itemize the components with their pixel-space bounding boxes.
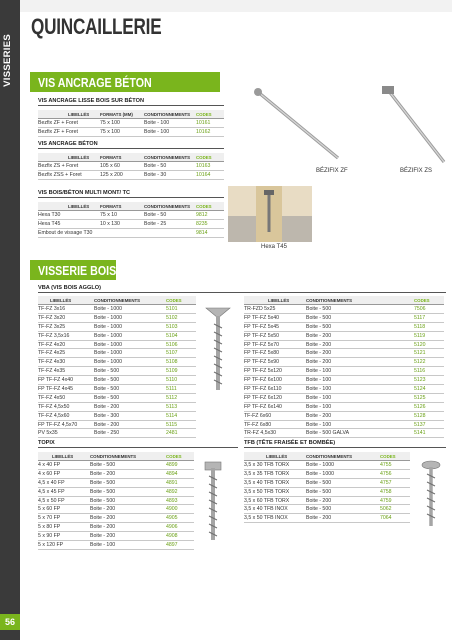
cell: 4755 bbox=[380, 461, 410, 470]
cell: Boite - 100 bbox=[90, 541, 166, 550]
cell: Boite - 100 bbox=[306, 420, 380, 429]
table-row bbox=[38, 211, 224, 220]
table-row bbox=[244, 429, 444, 438]
cell: 4758 bbox=[380, 487, 410, 496]
cell: TF-FZ 4x25 bbox=[38, 349, 94, 358]
cell: 4891 bbox=[166, 478, 194, 487]
cell: 4900 bbox=[166, 505, 194, 514]
table-row bbox=[244, 313, 444, 322]
table-row bbox=[38, 420, 196, 429]
cell: Boite - 100 bbox=[306, 393, 380, 402]
cell: Boite - 500 bbox=[94, 367, 166, 376]
cell-spacer bbox=[380, 376, 414, 385]
table-lisse bbox=[38, 110, 224, 137]
cell: Embout de vissage T30 bbox=[38, 228, 100, 237]
table-row bbox=[38, 358, 196, 367]
col-header: FORMATS (MM) bbox=[100, 110, 144, 119]
table-row bbox=[38, 411, 196, 420]
col-header: LIBELLÉS bbox=[38, 296, 94, 305]
table-row bbox=[38, 523, 194, 532]
cell: 5102 bbox=[166, 313, 196, 322]
cell: 5123 bbox=[414, 376, 444, 385]
cell: Boite - 1000 bbox=[94, 305, 166, 314]
cell: Boite - 1000 bbox=[94, 349, 166, 358]
table-row bbox=[38, 305, 196, 314]
subsection-title-montc: VIS BOIS/BÉTON MULTI MONT/ TC bbox=[38, 190, 224, 198]
col-header-spacer bbox=[380, 296, 414, 305]
cell: 5121 bbox=[414, 349, 444, 358]
table-row bbox=[244, 487, 410, 496]
cell: TF-FZ 3,5x16 bbox=[38, 331, 94, 340]
cell: Boite - 200 bbox=[90, 469, 166, 478]
cell: Boite - 500 bbox=[306, 313, 380, 322]
table-row bbox=[244, 478, 410, 487]
cell: 4905 bbox=[166, 514, 194, 523]
cell: FP TF-FZ 6x110 bbox=[244, 385, 306, 394]
cell: Boite - 30 bbox=[144, 170, 196, 179]
col-header: LIBELLÉS bbox=[244, 452, 306, 461]
cell: 75 x 100 bbox=[100, 119, 144, 128]
table-row bbox=[244, 349, 444, 358]
cell: Boite - 100 bbox=[306, 402, 380, 411]
cell: Boite - 300 bbox=[94, 411, 166, 420]
section-band-visserie bbox=[30, 260, 116, 280]
cell: 3,5 x 30 TFB TORX bbox=[244, 461, 306, 470]
page-number: 56 bbox=[0, 614, 20, 630]
topix-screw-image bbox=[201, 460, 225, 544]
cell: TF-FZ 6x60 bbox=[244, 411, 306, 420]
cell: 4893 bbox=[166, 496, 194, 505]
table-row bbox=[244, 305, 444, 314]
cell: TF-FZ 4,5x60 bbox=[38, 411, 94, 420]
cell: 2481 bbox=[166, 429, 196, 438]
cell: Boite - 500 bbox=[90, 478, 166, 487]
cell: Boite - 500 bbox=[306, 487, 380, 496]
cell: 5113 bbox=[166, 402, 196, 411]
cell: 5117 bbox=[414, 313, 444, 322]
cell: Bezfix ZSS + Foret bbox=[38, 170, 100, 179]
table-beton bbox=[38, 153, 224, 180]
cell: 5124 bbox=[414, 385, 444, 394]
bezfix-zs-screw bbox=[382, 86, 444, 162]
table-row bbox=[244, 402, 444, 411]
cell: 5118 bbox=[414, 322, 444, 331]
cell: TF-FZ 4x30 bbox=[38, 358, 94, 367]
cell: 3,5 x 35 TFB TORX bbox=[244, 469, 306, 478]
table-topix bbox=[38, 452, 194, 550]
table-row bbox=[38, 461, 194, 470]
col-header: CODES bbox=[380, 452, 410, 461]
cell: 3,5 x 40 TFB INOX bbox=[244, 505, 306, 514]
cell-spacer bbox=[380, 313, 414, 322]
cell: Hexa T30 bbox=[38, 211, 100, 220]
cell: 3,5 x 40 TFB TORX bbox=[244, 478, 306, 487]
cell: 75 x 100 bbox=[100, 127, 144, 136]
table-row bbox=[244, 340, 444, 349]
cell: Bezfix ZS + Foret bbox=[38, 162, 100, 171]
table-row bbox=[244, 376, 444, 385]
cell-spacer bbox=[380, 411, 414, 420]
table-row bbox=[244, 514, 410, 523]
col-header: CODES bbox=[196, 110, 224, 119]
table-row bbox=[38, 505, 194, 514]
table-row bbox=[38, 402, 196, 411]
cell: Boite - 200 bbox=[94, 420, 166, 429]
cell-spacer bbox=[380, 420, 414, 429]
cell: Boite - 1000 bbox=[94, 322, 166, 331]
col-header: CODES bbox=[196, 202, 224, 211]
table-row bbox=[244, 496, 410, 505]
cell: FP TF-FZ 5x90 bbox=[244, 358, 306, 367]
cell: 7064 bbox=[380, 514, 410, 523]
caption-bezfix-zf: BÉZIFIX ZF bbox=[316, 168, 348, 174]
cell: Boite - 200 bbox=[306, 340, 380, 349]
cell: Boite - 200 bbox=[306, 358, 380, 367]
table-row bbox=[38, 340, 196, 349]
cell: 75 x 10 bbox=[100, 211, 144, 220]
cell: Boite - 100 bbox=[144, 127, 196, 136]
cell: FP TF-FZ 5x45 bbox=[244, 322, 306, 331]
cell: TR-FZ 4,5x30 bbox=[244, 429, 306, 438]
cell-spacer bbox=[380, 340, 414, 349]
cell: FP TF-FZ 6x120 bbox=[244, 393, 306, 402]
cell: 5115 bbox=[166, 420, 196, 429]
table-row bbox=[38, 496, 194, 505]
table-row bbox=[244, 469, 410, 478]
cell: 10 x 130 bbox=[100, 219, 144, 228]
cell: PV 5x35 bbox=[38, 429, 94, 438]
cell: FP TF-FZ 5x40 bbox=[244, 313, 306, 322]
caption-hexa-t45: Hexa T45 bbox=[261, 244, 287, 250]
col-header: LIBELLÉS bbox=[38, 202, 100, 211]
cell: Boite - 1000 bbox=[94, 358, 166, 367]
cell-spacer bbox=[380, 322, 414, 331]
cell: 10163 bbox=[196, 162, 224, 171]
cell: 4894 bbox=[166, 469, 194, 478]
cell: 5114 bbox=[166, 411, 196, 420]
cell: Boite - 500 bbox=[90, 487, 166, 496]
cell: Boite - 500 bbox=[94, 393, 166, 402]
cell: 5122 bbox=[414, 358, 444, 367]
table-row bbox=[244, 367, 444, 376]
cell: 10162 bbox=[196, 127, 224, 136]
cell: TF-FZ 4x20 bbox=[38, 340, 94, 349]
cell: Boite - 200 bbox=[90, 514, 166, 523]
cell: 4908 bbox=[166, 532, 194, 541]
cell-spacer bbox=[380, 349, 414, 358]
table-tfb bbox=[244, 452, 410, 523]
cell: 4897 bbox=[166, 541, 194, 550]
table-row bbox=[38, 429, 196, 438]
col-header: CONDITIONNEMENTS bbox=[94, 296, 166, 305]
sidebar bbox=[0, 0, 20, 640]
cell: 3,5 x 60 TFB TORX bbox=[244, 496, 306, 505]
cell: Boite - 1000 bbox=[94, 331, 166, 340]
col-header: CONDITIONNEMENTS bbox=[90, 452, 166, 461]
cell: 4 x 40 FP bbox=[38, 461, 90, 470]
hexa-t45-image bbox=[228, 186, 312, 242]
table-row bbox=[38, 478, 194, 487]
cell: 5107 bbox=[166, 349, 196, 358]
cell: 5 x 70 FP bbox=[38, 514, 90, 523]
cell: 5111 bbox=[166, 385, 196, 394]
cell: FP TF-FZ 5x50 bbox=[244, 331, 306, 340]
table-row bbox=[38, 376, 196, 385]
table-row bbox=[244, 322, 444, 331]
col-header: LIBELLÉS bbox=[38, 153, 100, 162]
cell: TR-FZD 5x25 bbox=[244, 305, 306, 314]
cell: FP TF-FZ 6x140 bbox=[244, 402, 306, 411]
cell: 5103 bbox=[166, 322, 196, 331]
cell bbox=[144, 228, 196, 237]
cell: 5141 bbox=[414, 429, 444, 438]
table-row bbox=[244, 505, 410, 514]
cell: 4906 bbox=[166, 523, 194, 532]
top-stripe bbox=[20, 0, 452, 12]
cell: Boite - 1000 bbox=[94, 313, 166, 322]
cell: Hexa T45 bbox=[38, 219, 100, 228]
cell-spacer bbox=[380, 393, 414, 402]
table-row bbox=[244, 331, 444, 340]
table-row bbox=[38, 393, 196, 402]
cell: Boite - 50 bbox=[144, 211, 196, 220]
col-header: CODES bbox=[166, 452, 194, 461]
cell-spacer bbox=[380, 367, 414, 376]
cell: 5101 bbox=[166, 305, 196, 314]
cell: FP TF-FZ 5x70 bbox=[244, 340, 306, 349]
section-title-visserie: VISSERIE BOIS bbox=[38, 263, 117, 278]
cell: 7506 bbox=[414, 305, 444, 314]
cell: Boite - 200 bbox=[306, 514, 380, 523]
table-row bbox=[38, 541, 194, 550]
table-row bbox=[38, 119, 224, 128]
table-row bbox=[244, 461, 410, 470]
table-row bbox=[38, 219, 224, 228]
cell: 105 x 60 bbox=[100, 162, 144, 171]
cell: 9814 bbox=[196, 228, 224, 237]
cell: 9812 bbox=[196, 211, 224, 220]
table-montc bbox=[38, 202, 224, 238]
col-header: FORMATS bbox=[100, 153, 144, 162]
cell: Boite - 200 bbox=[90, 505, 166, 514]
cell: FP TF-FZ 5x80 bbox=[244, 349, 306, 358]
table-row bbox=[38, 322, 196, 331]
table-row bbox=[38, 532, 194, 541]
cell: Bezfix ZF + Foret bbox=[38, 119, 100, 128]
cell: Boite - 500 bbox=[306, 478, 380, 487]
cell: Boite - 200 bbox=[90, 523, 166, 532]
cell: 3,5 x 50 TFB TORX bbox=[244, 487, 306, 496]
cell: 4756 bbox=[380, 469, 410, 478]
cell: Boite - 500 bbox=[306, 305, 380, 314]
cell: TF-FZ 4x50 bbox=[38, 393, 94, 402]
table-vba-right bbox=[244, 296, 444, 438]
cell: FP TF-FZ 5x120 bbox=[244, 367, 306, 376]
cell: 10164 bbox=[196, 170, 224, 179]
cell: Boite - 100 bbox=[306, 385, 380, 394]
cell: 5128 bbox=[414, 411, 444, 420]
table-row bbox=[38, 313, 196, 322]
cell: Boite - 25 bbox=[144, 219, 196, 228]
table-row bbox=[244, 393, 444, 402]
cell: 5120 bbox=[414, 340, 444, 349]
cell: 5104 bbox=[166, 331, 196, 340]
table-row bbox=[38, 331, 196, 340]
col-header: CONDITIONNEMENTS bbox=[144, 110, 196, 119]
cell-spacer bbox=[380, 429, 414, 438]
cell: TF-FZ 3x20 bbox=[38, 313, 94, 322]
cell: 4759 bbox=[380, 496, 410, 505]
table-row bbox=[38, 170, 224, 179]
col-header: LIBELLÉS bbox=[38, 110, 100, 119]
cell: 5119 bbox=[414, 331, 444, 340]
col-header: CODES bbox=[166, 296, 196, 305]
cell: Boite - 1000 bbox=[306, 469, 380, 478]
cell: Boite - 500 bbox=[90, 461, 166, 470]
cell: 5 x 120 FP bbox=[38, 541, 90, 550]
cell: 5112 bbox=[166, 393, 196, 402]
cell: 4899 bbox=[166, 461, 194, 470]
cell: 5116 bbox=[414, 367, 444, 376]
col-header: CONDITIONNEMENTS bbox=[144, 153, 196, 162]
sidebar-label: VISSERIES bbox=[2, 34, 13, 87]
cell: 125 x 200 bbox=[100, 170, 144, 179]
table-row bbox=[38, 469, 194, 478]
cell: FP TF-FZ 6x100 bbox=[244, 376, 306, 385]
cell: 5110 bbox=[166, 376, 196, 385]
cell-spacer bbox=[380, 358, 414, 367]
cell: 5126 bbox=[414, 402, 444, 411]
cell: 5137 bbox=[414, 420, 444, 429]
cell: Boite - 200 bbox=[90, 532, 166, 541]
tfb-screw-image bbox=[420, 460, 442, 530]
col-header: CONDITIONNEMENTS bbox=[144, 202, 196, 211]
table-row bbox=[244, 385, 444, 394]
cell: 4 x 60 FP bbox=[38, 469, 90, 478]
cell: 4,5 x 50 FP bbox=[38, 496, 90, 505]
cell: Boite - 200 bbox=[306, 411, 380, 420]
cell-spacer bbox=[380, 305, 414, 314]
col-header: LIBELLÉS bbox=[244, 296, 306, 305]
cell-spacer bbox=[380, 331, 414, 340]
table-vba-left bbox=[38, 296, 196, 438]
table-row bbox=[38, 228, 224, 237]
cell-spacer bbox=[380, 402, 414, 411]
cell: 5062 bbox=[380, 505, 410, 514]
cell: Boite - 200 bbox=[306, 331, 380, 340]
cell: 5106 bbox=[166, 340, 196, 349]
cell: Boite - 500 bbox=[94, 385, 166, 394]
bezfix-screws-image bbox=[248, 84, 448, 194]
cell: FP TF-FZ 4x40 bbox=[38, 376, 94, 385]
col-header: CONDITIONNEMENTS bbox=[306, 296, 380, 305]
caption-bezfix-zs: BÉZIFIX ZS bbox=[400, 168, 433, 174]
cell: 5108 bbox=[166, 358, 196, 367]
page-title: QUINCAILLERIE bbox=[31, 14, 162, 39]
table-row bbox=[38, 349, 196, 358]
cell: 4,5 x 40 FP bbox=[38, 478, 90, 487]
cell: Boite - 1000 bbox=[306, 461, 380, 470]
col-header: CODES bbox=[414, 296, 444, 305]
col-header: FORMATS bbox=[100, 202, 144, 211]
table-row bbox=[38, 487, 194, 496]
table-row bbox=[38, 162, 224, 171]
bezfix-zf-screw bbox=[254, 88, 338, 158]
cell: Boite - 100 bbox=[306, 367, 380, 376]
cell: Boite - 1000 bbox=[94, 340, 166, 349]
table-row bbox=[38, 367, 196, 376]
cell: 10161 bbox=[196, 119, 224, 128]
cell: 4,5 x 45 FP bbox=[38, 487, 90, 496]
cell: 5109 bbox=[166, 367, 196, 376]
cell: Boite - 50 bbox=[144, 162, 196, 171]
cell: 8235 bbox=[196, 219, 224, 228]
table-row bbox=[38, 514, 194, 523]
table-row bbox=[38, 385, 196, 394]
subsection-title-lisse: VIS ANCRAGE LISSE BOIS SUR BÉTON bbox=[38, 98, 224, 106]
cell: 4892 bbox=[166, 487, 194, 496]
section-band-ancrage bbox=[30, 72, 220, 92]
subsection-title-topix: TOPIX bbox=[38, 440, 238, 448]
cell: Boite - 100 bbox=[144, 119, 196, 128]
cell: FP TF-FZ 4x45 bbox=[38, 385, 94, 394]
cell: 5125 bbox=[414, 393, 444, 402]
cell: TF-FZ 3x25 bbox=[38, 322, 94, 331]
col-header: CONDITIONNEMENTS bbox=[306, 452, 380, 461]
cell: Bezfix ZF + Foret bbox=[38, 127, 100, 136]
cell: Boite - 250 bbox=[94, 429, 166, 438]
cell bbox=[100, 228, 144, 237]
col-header: LIBELLÉS bbox=[38, 452, 90, 461]
cell: TF-FZ 3x16 bbox=[38, 305, 94, 314]
cell-spacer bbox=[380, 385, 414, 394]
cell: 5 x 80 FP bbox=[38, 523, 90, 532]
subsection-title-vba: VBA (VIS BOIS AGGLO) bbox=[38, 285, 446, 293]
table-row bbox=[38, 127, 224, 136]
cell: TF-FZ 4x35 bbox=[38, 367, 94, 376]
table-row bbox=[244, 358, 444, 367]
cell: FP TF-FZ 4,5x70 bbox=[38, 420, 94, 429]
cell: Boite - 500 bbox=[306, 505, 380, 514]
section-title-ancrage: VIS ANCRAGE BÉTON bbox=[38, 75, 152, 90]
cell: Boite - 500 bbox=[94, 376, 166, 385]
subsection-title-tfb: TFB (TÊTE FRAISÉE ET BOMBÉE) bbox=[244, 440, 446, 448]
cell: Boite - 500 bbox=[90, 496, 166, 505]
cell: TF-FZ 4,5x50 bbox=[38, 402, 94, 411]
cell: 4757 bbox=[380, 478, 410, 487]
cell: 5 x 90 FP bbox=[38, 532, 90, 541]
subsection-title-beton: VIS ANCRAGE BÉTON bbox=[38, 141, 224, 149]
cell: 3,5 x 50 TFB INOX bbox=[244, 514, 306, 523]
table-row bbox=[244, 411, 444, 420]
cell: Boite - 200 bbox=[306, 496, 380, 505]
cell: TF-FZ 6x80 bbox=[244, 420, 306, 429]
cell: Boite - 500 bbox=[306, 322, 380, 331]
vba-screw-image bbox=[204, 306, 232, 394]
cell: Boite - 100 bbox=[306, 376, 380, 385]
table-row bbox=[244, 420, 444, 429]
col-header: CODES bbox=[196, 153, 224, 162]
cell: Boite - 500 GALVA bbox=[306, 429, 380, 438]
cell: 5 x 60 FP bbox=[38, 505, 90, 514]
cell: Boite - 200 bbox=[306, 349, 380, 358]
cell: Boite - 200 bbox=[94, 402, 166, 411]
